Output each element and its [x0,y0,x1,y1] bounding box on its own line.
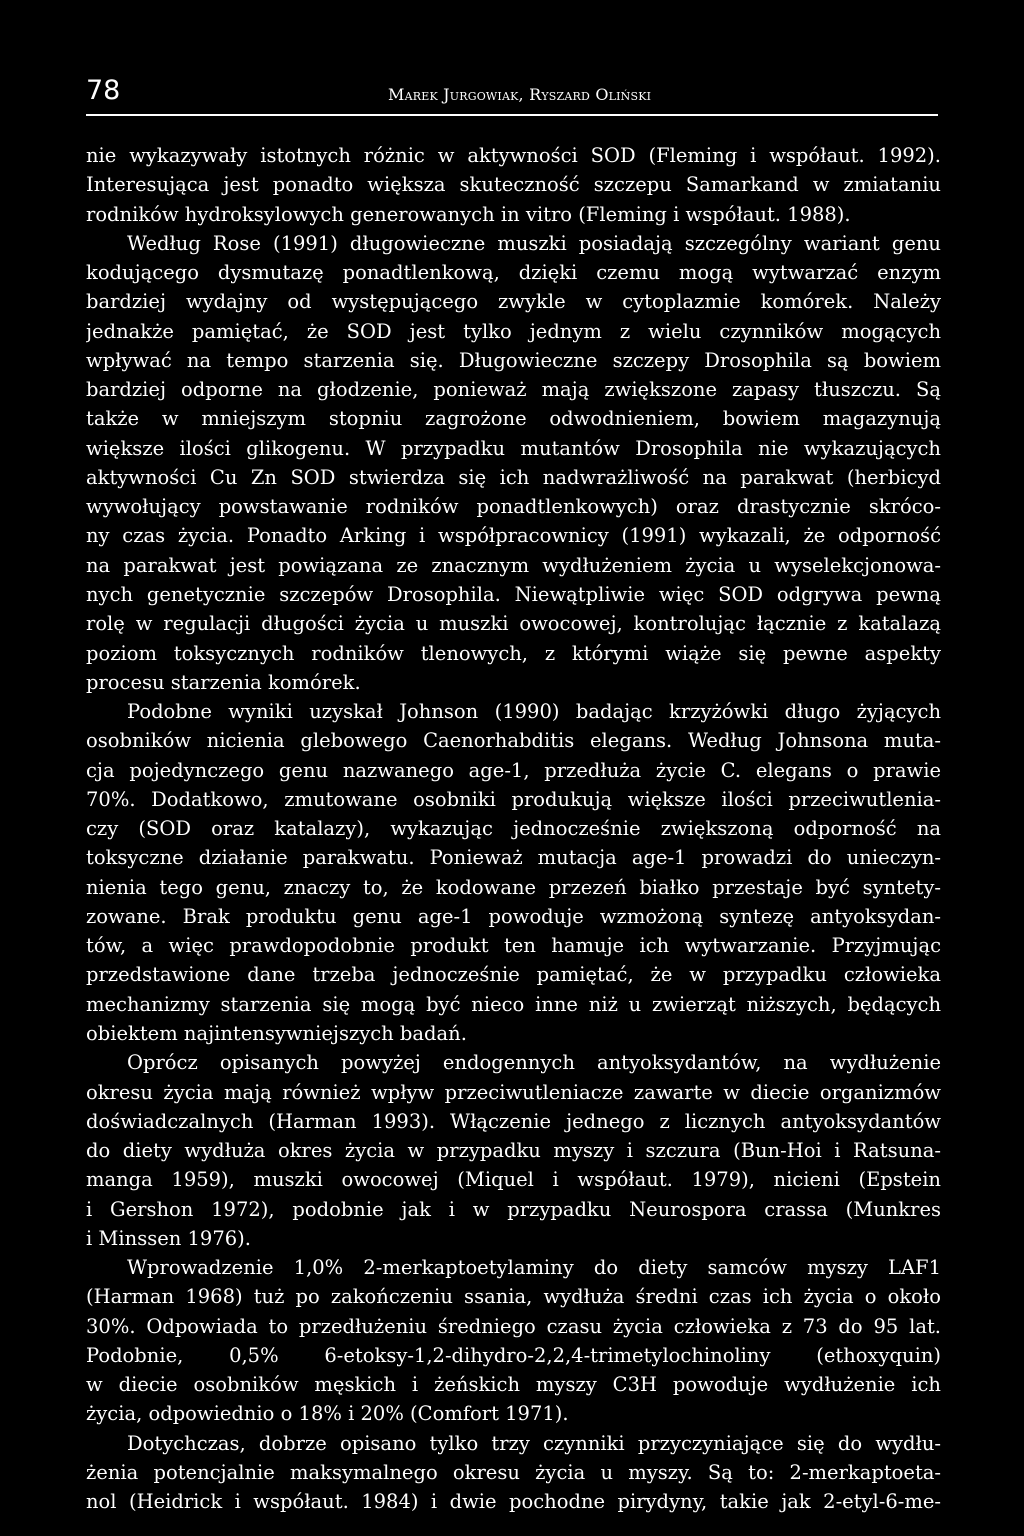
text-line: bardziej wydajny od występującego zwykle w cytoplazmie komórek. Należy [86,290,941,314]
text-line: obiektem najintensywniejszych badań. [86,1021,467,1045]
text-line: mechanizmy starzenia się mogą być nieco inne niż u zwierząt niższych, będących [86,992,941,1016]
text-line: 70%. Dodatkowo, zmutowane osobniki produkują większe ilości przeciwutlenia- [86,787,941,811]
text-line: większe ilości glikogenu. W przypadku mutantów Drosophila nie wykazujących [86,436,941,460]
text-line: nienia tego genu, znaczy to, że kodowane przezeń białko przestaje być syntety- [86,875,941,899]
text-line: życia, odpowiednio o 18% i 20% (Comfort 1971). [86,1402,569,1426]
text-line: ny czas życia. Ponadto Arking i współpracownicy (1991) wykazali, że odporność [86,524,941,548]
text-line: czy (SOD oraz katalazy), wykazując jednocześnie zwiększoną odporność na [86,817,941,841]
page-number: 78 [86,75,121,106]
text-line: Podobnie, 0,5% 6-etoksy-1,2-dihydro-2,2,4-trimetylochinoliny (ethoxyquin) [86,1343,941,1367]
text-line: i Gershon 1972), podobnie jak i w przypadku Neurospora crassa (Munkres [86,1197,941,1221]
text-line: nie wykazywały istotnych różnic w aktywności SOD (Fleming i współaut. 1992). [86,144,941,167]
text-line: i Minssen 1976). [86,1226,251,1250]
text-line: wywołujący powstawanie rodników ponadtlenkowych) oraz drastycznie skróco- [86,495,941,519]
running-head-authors: Marek Jurgowiak, Ryszard Oliński [388,85,652,104]
text-line: aktywności Cu Zn SOD stwierdza się ich nadwrażliwość na parakwat (herbicyd [86,465,941,489]
text-line: (Harman 1968) tuż po zakończeniu ssania, wydłuża średni czas ich życia o około [86,1285,941,1309]
text-line: Oprócz opisanych powyżej endogennych antyoksydantów, na wydłużenie [127,1051,941,1075]
text-line: kodującego dysmutazę ponadtlenkową, dzięki czemu mogą wytwarzać enzym [86,261,941,285]
text-line: poziom toksycznych rodników tlenowych, z którymi wiąże się pewne aspekty [86,641,941,665]
text-line: Według Rose (1991) długowieczne muszki posiadają szczególny wariant genu [127,231,941,255]
text-line: jednakże pamiętać, że SOD jest tylko jednym z wielu czynników mogących [86,319,941,343]
text-line: wpływać na tempo starzenia się. Długowieczne szczepy Drosophila są bowiem [86,348,941,372]
text-line: Podobne wyniki uzyskał Johnson (1990) badając krzyżówki długo żyjących [127,700,941,724]
text-line: do diety wydłuża okres życia w przypadku myszy i szczura (Bun-Hoi i Ratsuna- [86,1139,941,1163]
text-line: rolę w regulacji długości życia u muszki owocowej, kontrolując łącznie z katalazą [86,612,941,636]
text-line: okresu życia mają również wpływ przeciwutleniacze zawarte w diecie organizmów [86,1080,941,1104]
body-text [86,141,941,1516]
text-line: manga 1959), muszki owocowej (Miquel i współaut. 1979), nicieni (Epstein [86,1168,941,1192]
text-line: rodników hydroksylowych generowanych in vitro (Fleming i współaut. 1988). [86,202,851,226]
text-line: w diecie osobników męskich i żeńskich myszy C3H powoduje wydłużenie ich [86,1373,941,1397]
text-line: tów, a więc prawdopodobnie produkt ten hamuje ich wytwarzanie. Przyjmując [86,934,941,958]
text-line: Wprowadzenie 1,0% 2-merkaptoetylaminy do diety samców myszy LAF1 [127,1256,941,1280]
page-header [86,72,938,116]
text-line: żenia potencjalnie maksymalnego okresu życia u myszy. Są to: 2-merkaptoeta- [86,1460,941,1484]
text-line: cja pojedynczego genu nazwanego age-1, przedłuża życie C. elegans o prawie [86,758,941,782]
text-line: na parakwat jest powiązana ze znacznym wydłużeniem życia u wyselekcjonowa- [86,553,941,577]
text-line: Dotychczas, dobrze opisano tylko trzy czynniki przyczyniające się do wydłu- [127,1431,941,1455]
text-line: zowane. Brak produktu genu age-1 powoduje wzmożoną syntezę antyoksydan- [86,904,941,928]
text-line: procesu starzenia komórek. [86,670,361,694]
text-line: toksyczne działanie parakwatu. Ponieważ mutacja age-1 prowadzi do unieczyn- [86,846,941,870]
text-line: nol (Heidrick i współaut. 1984) i dwie pochodne pirydyny, takie jak 2-etyl-6-me- [86,1490,941,1514]
text-line: Interesująca jest ponadto większa skuteczność szczepu Samarkand w zmiataniu [86,173,941,197]
text-line: osobników nicienia glebowego Caenorhabditis elegans. Według Johnsona muta- [86,729,941,753]
text-line: także w mniejszym stopniu zagrożone odwodnieniem, bowiem magazynują [86,407,941,431]
text-line: 30%. Odpowiada to przedłużeniu średniego czasu życia człowieka z 73 do 95 lat. [86,1314,941,1338]
text-line: nych genetycznie szczepów Drosophila. Niewątpliwie więc SOD odgrywa pewną [86,582,941,606]
text-line: doświadczalnych (Harman 1993). Włączenie jednego z licznych antyoksydantów [86,1109,941,1133]
text-line: bardziej odporne na głodzenie, ponieważ mają zwiększone zapasy tłuszczu. Są [86,378,941,402]
text-line: przedstawione dane trzeba jednocześnie pamiętać, że w przypadku człowieka [86,963,941,987]
